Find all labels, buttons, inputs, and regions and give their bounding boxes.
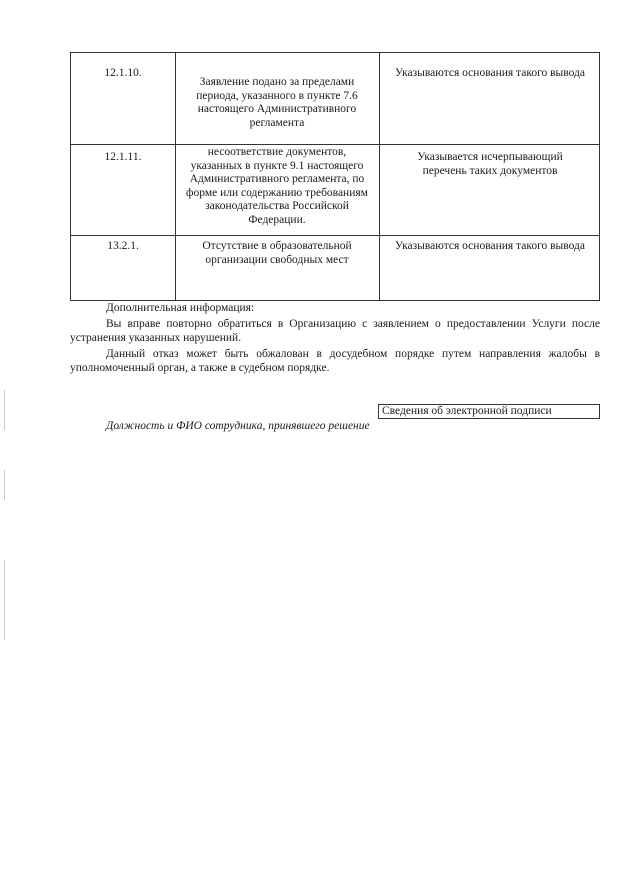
additional-info-heading: Дополнительная информация:	[106, 302, 255, 314]
table-row-explanation: Указываются основания такого вывода	[394, 240, 586, 252]
table-row-reason: Заявление подано за пределами периода, указанного в пункте 7.6 настоящего Административного регламента	[196, 76, 358, 129]
table-row-reason: несоответствие документов, указанных в пункте 9.1 настоящего Административного регламента, по форме или содержанию требованиям законодательства Российской Федерации.	[186, 146, 368, 226]
table-row-explanation: Указывается исчерпывающий перечень таких документов	[417, 151, 563, 177]
table-row-number: 12.1.10.	[104, 67, 142, 79]
table-row-number: 13.2.1.	[107, 240, 139, 252]
reapply-paragraph: Вы вправе повторно обратиться в Организацию с заявлением о предоставлении Услуги после устранения указанных нарушений.	[70, 318, 600, 344]
scan-artifact	[4, 560, 5, 640]
table-row-explanation: Указываются основания такого вывода	[394, 67, 586, 79]
table-row-number: 12.1.11.	[104, 151, 142, 163]
scan-artifact	[4, 470, 5, 500]
row-divider	[71, 144, 599, 145]
scan-artifact	[4, 390, 5, 430]
table-row-reason: Отсутствие в образовательной организации свободных мест	[202, 240, 352, 266]
row-divider	[71, 235, 599, 236]
electronic-signature-box: Сведения об электронной подписи	[378, 404, 600, 419]
refusal-reasons-table	[70, 52, 600, 301]
appeal-paragraph: Данный отказ может быть обжалован в досудебном порядке путем направления жалобы в уполномоченный орган, а также в судебном порядке.	[70, 348, 600, 374]
official-position-label: Должность и ФИО сотрудника, принявшего решение	[106, 420, 370, 432]
